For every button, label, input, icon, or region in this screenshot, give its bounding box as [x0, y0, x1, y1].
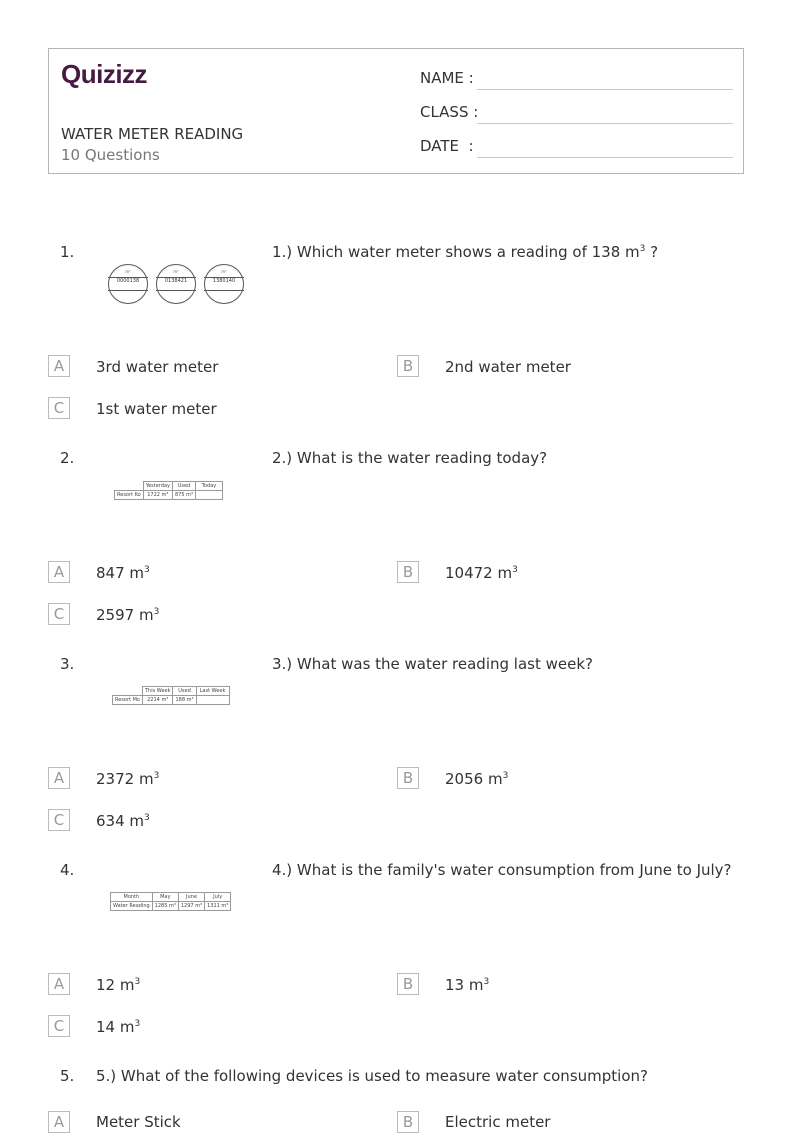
- option-letter[interactable]: A: [48, 973, 70, 995]
- question-number: 1.: [60, 243, 75, 261]
- table-row: Water Reading 1285 m³ 1297 m³ 1311 m³: [111, 902, 231, 911]
- date-label: DATE :: [420, 137, 474, 155]
- option-letter[interactable]: B: [397, 973, 419, 995]
- option-letter[interactable]: C: [48, 1015, 70, 1037]
- name-label: NAME :: [420, 69, 474, 87]
- option-text[interactable]: 2056 $m^3$: [445, 770, 509, 788]
- reading-table: [110, 892, 231, 911]
- water-meter: m³ 0000138: [108, 264, 148, 304]
- worksheet-title: WATER METER READING: [61, 125, 244, 143]
- question-number: 5.: [60, 1067, 75, 1085]
- option-letter[interactable]: C: [48, 809, 70, 831]
- question-number: 4.: [60, 861, 75, 879]
- option-text[interactable]: 13 $m^3$: [445, 976, 490, 994]
- meter-digits: 0000138: [116, 278, 140, 284]
- option-letter[interactable]: A: [48, 355, 70, 377]
- option-text[interactable]: 634 $m^3$: [96, 812, 150, 830]
- water-meter: m³ 0138421: [156, 264, 196, 304]
- name-line[interactable]: [477, 89, 733, 90]
- date-line[interactable]: [477, 157, 733, 158]
- option-text[interactable]: 14 $m^3$: [96, 1018, 141, 1036]
- option-letter[interactable]: B: [397, 1111, 419, 1133]
- option-text[interactable]: 12 $m^3$: [96, 976, 141, 994]
- option-text[interactable]: 2597 $m^3$: [96, 606, 160, 624]
- reading-table: [112, 686, 230, 705]
- option-letter[interactable]: B: [397, 355, 419, 377]
- question-text: 3.) What was the water reading last week?: [272, 655, 593, 673]
- option-letter[interactable]: A: [48, 561, 70, 583]
- question-text: 4.) What is the family's water consumption from June to July?: [272, 861, 732, 879]
- option-text[interactable]: 847 $m^3$: [96, 564, 150, 582]
- question-number: 2.: [60, 449, 75, 467]
- meter-digits: 0138421: [164, 278, 188, 284]
- option-letter[interactable]: B: [397, 561, 419, 583]
- water-meter: m³ 1380140: [204, 264, 244, 304]
- option-text[interactable]: 2nd water meter: [445, 358, 571, 376]
- class-line[interactable]: [477, 123, 733, 124]
- option-text[interactable]: 3rd water meter: [96, 358, 219, 376]
- option-text[interactable]: Meter Stick: [96, 1113, 181, 1131]
- option-letter[interactable]: A: [48, 1111, 70, 1133]
- option-text[interactable]: 1st water meter: [96, 400, 217, 418]
- option-text[interactable]: Electric meter: [445, 1113, 551, 1131]
- option-text[interactable]: 2372 $m^3$: [96, 770, 160, 788]
- option-text[interactable]: 10472 $m^3$: [445, 564, 518, 582]
- meters-image: [108, 264, 248, 306]
- option-letter[interactable]: C: [48, 603, 70, 625]
- question-number: 3.: [60, 655, 75, 673]
- table-row: Resort Mo 2214 m³ 188 m³: [113, 696, 230, 705]
- table-row: Month May June July: [111, 893, 231, 902]
- option-letter[interactable]: C: [48, 397, 70, 419]
- question-count: 10 Questions: [61, 146, 160, 164]
- question-text: 5.) What of the following devices is used to measure water consumption?: [96, 1067, 648, 1085]
- question-text: 1.) Which water meter shows a reading of 138 $m^3$ ?: [272, 243, 659, 261]
- reading-table: [114, 481, 223, 500]
- table-row: Yesterday Used Today: [115, 482, 223, 491]
- question-text: 2.) What is the water reading today?: [272, 449, 548, 467]
- class-label: CLASS :: [420, 103, 479, 121]
- worksheet-header: [48, 48, 744, 174]
- table-row: Resort Ko 1722 m³ 875 m³: [115, 491, 223, 500]
- meter-digits: 1380140: [212, 278, 236, 284]
- option-letter[interactable]: A: [48, 767, 70, 789]
- quizizz-logo: Quizizz: [61, 59, 148, 89]
- option-letter[interactable]: B: [397, 767, 419, 789]
- table-row: This Week Used Last Week: [113, 687, 230, 696]
